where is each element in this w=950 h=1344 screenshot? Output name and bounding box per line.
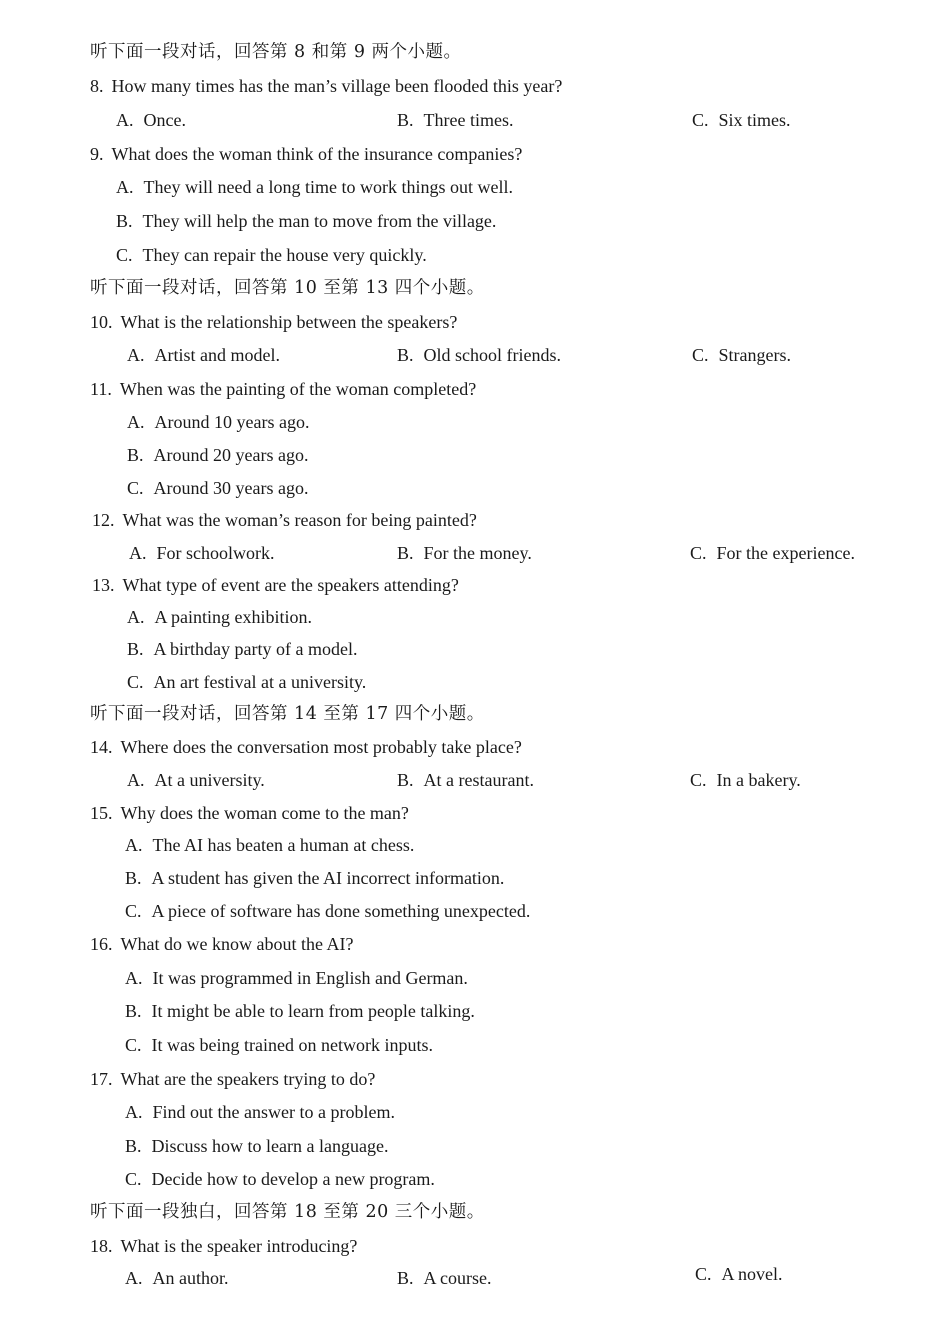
question-number: 12.	[92, 510, 115, 530]
option-c: C. Decide how to develop a new program.	[125, 1169, 435, 1189]
question-9	[90, 142, 522, 166]
option-a: A. Once.	[116, 110, 186, 130]
question-13	[92, 573, 459, 597]
option-b: B. A course.	[397, 1268, 492, 1288]
option-b: B. For the money.	[397, 543, 532, 563]
option-c: C. In a bakery.	[690, 770, 801, 790]
question-12-options	[0, 541, 950, 565]
option-a: A. A painting exhibition.	[127, 607, 312, 627]
question-number: 18.	[90, 1236, 113, 1256]
question-11	[90, 377, 476, 401]
option-b: B. Around 20 years ago.	[127, 445, 309, 465]
option-a: A. Around 10 years ago.	[127, 412, 310, 432]
option-b: B. Discuss how to learn a language.	[125, 1136, 389, 1156]
question-text: How many times has the man’s village been flooded this year?	[111, 76, 563, 96]
option-c: C. Strangers.	[692, 345, 791, 365]
option-b: B. They will help the man to move from the village.	[116, 211, 497, 231]
section-heading-8-9: 听下面一段对话，回答第 8 和第 9 两个小题。	[90, 42, 462, 62]
question-number: 8.	[90, 76, 104, 96]
question-text: What is the relationship between the speakers?	[120, 312, 458, 332]
option-a: A. For schoolwork.	[129, 543, 275, 563]
question-number: 11.	[90, 379, 112, 399]
question-8-options	[0, 108, 950, 132]
question-text: Why does the woman come to the man?	[120, 803, 409, 823]
question-number: 10.	[90, 312, 113, 332]
question-text: What type of event are the speakers attending?	[122, 575, 459, 595]
question-10-options	[0, 343, 950, 367]
question-18	[90, 1234, 357, 1258]
option-b: B. Three times.	[397, 110, 514, 130]
option-b: B. It might be able to learn from people talking.	[125, 1001, 475, 1021]
question-number: 14.	[90, 737, 113, 757]
question-number: 15.	[90, 803, 113, 823]
question-18-options	[0, 1266, 950, 1290]
question-14-options	[0, 768, 950, 792]
option-c: C. They can repair the house very quickly.	[116, 245, 427, 265]
option-a: A. They will need a long time to work things out well.	[116, 177, 513, 197]
question-10	[90, 310, 457, 334]
option-c: C. For the experience.	[690, 543, 855, 563]
question-17	[90, 1067, 375, 1091]
question-number: 9.	[90, 144, 104, 164]
question-15	[90, 801, 409, 825]
option-c: C. Six times.	[692, 110, 791, 130]
option-c: C. An art festival at a university.	[127, 672, 367, 692]
option-b: B. Old school friends.	[397, 345, 561, 365]
section-heading-10-13: 听下面一段对话，回答第 10 至第 13 四个小题。	[90, 278, 485, 298]
question-14	[90, 735, 522, 759]
section-heading-18-20: 听下面一段独白，回答第 18 至第 20 三个小题。	[90, 1202, 485, 1222]
option-a: A. At a university.	[127, 770, 265, 790]
section-heading-14-17: 听下面一段对话，回答第 14 至第 17 四个小题。	[90, 704, 485, 724]
option-a: A. Artist and model.	[127, 345, 280, 365]
question-text: What are the speakers trying to do?	[120, 1069, 376, 1089]
question-text: What does the woman think of the insurance companies?	[111, 144, 523, 164]
question-text: When was the painting of the woman completed?	[119, 379, 477, 399]
option-c: C. A piece of software has done something unexpected.	[125, 901, 531, 921]
option-a: A. An author.	[125, 1268, 229, 1288]
option-a: A. The AI has beaten a human at chess.	[125, 835, 415, 855]
question-16	[90, 932, 353, 956]
option-c: C. Around 30 years ago.	[127, 478, 309, 498]
option-b: B. A student has given the AI incorrect information.	[125, 868, 505, 888]
option-a: A. It was programmed in English and German.	[125, 968, 468, 988]
option-c: C. It was being trained on network inputs.	[125, 1035, 433, 1055]
question-12	[92, 508, 477, 532]
question-number: 16.	[90, 934, 113, 954]
question-text: What is the speaker introducing?	[120, 1236, 358, 1256]
option-c: C. A novel.	[695, 1264, 783, 1284]
option-b: B. A birthday party of a model.	[127, 639, 358, 659]
option-a: A. Find out the answer to a problem.	[125, 1102, 395, 1122]
question-number: 13.	[92, 575, 115, 595]
question-text: What do we know about the AI?	[120, 934, 354, 954]
option-b: B. At a restaurant.	[397, 770, 534, 790]
question-8	[90, 74, 562, 98]
question-text: What was the woman’s reason for being painted?	[122, 510, 477, 530]
question-text: Where does the conversation most probably take place?	[120, 737, 522, 757]
question-number: 17.	[90, 1069, 113, 1089]
